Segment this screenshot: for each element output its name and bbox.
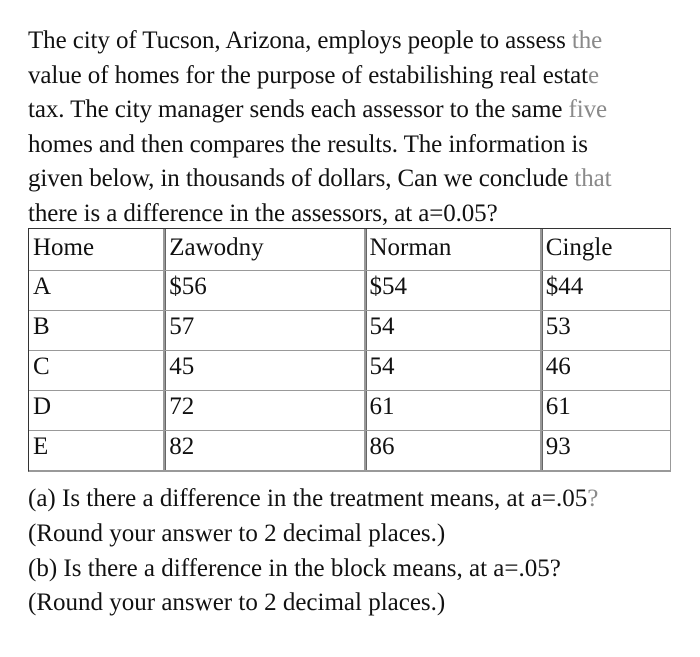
header-cell-home: Home (29, 229, 164, 271)
table-cell: 46 (541, 351, 671, 391)
problem-text-faded: e (588, 61, 600, 89)
problem-line (28, 93, 678, 128)
problem-text: homes and then compares the results. The information is (28, 130, 588, 158)
table-cell: $54 (365, 271, 541, 311)
table-cell: 86 (365, 431, 541, 471)
question-a-text: (a) Is there a difference in the treatment means, at a=.05 (28, 485, 588, 512)
problem-text: tax. The city manager sends each assessor to the same (28, 96, 569, 124)
problem-statement (28, 24, 678, 232)
header-cell-zawodny: Zawodny (164, 229, 364, 271)
table-cell: E (29, 431, 164, 471)
table-row (29, 311, 671, 351)
table-cell: D (29, 391, 164, 431)
problem-text-faded: that (574, 165, 612, 193)
problem-line (28, 59, 678, 94)
table-cell: 45 (164, 351, 364, 391)
problem-text-faded: five (568, 96, 607, 124)
table-cell: A (29, 271, 164, 311)
problem-line (28, 162, 678, 197)
table-cell: C (29, 351, 164, 391)
question-b-note: (Round your answer to 2 decimal places.) (28, 589, 446, 617)
table-row (29, 271, 671, 311)
problem-text-faded: the (571, 27, 603, 54)
problem-text: there is a difference in the assessors, at a=0.05? (28, 199, 498, 227)
table-cell: 72 (164, 391, 364, 431)
table-cell: 61 (541, 391, 671, 431)
problem-line (28, 128, 678, 163)
table-row (29, 431, 671, 471)
header-cell-cingle: Cingle (541, 229, 671, 271)
table-cell: 61 (365, 391, 541, 431)
problem-text: value of homes for the purpose of estabilishing real estat (28, 61, 589, 89)
table-row (29, 391, 671, 431)
table-cell: 82 (164, 431, 364, 471)
table-cell: 93 (541, 431, 671, 471)
question-a-note: (Round your answer to 2 decimal places.) (28, 519, 446, 547)
question-a-mark: ? (587, 485, 599, 512)
table-cell: 57 (164, 311, 364, 351)
questions-block (28, 482, 678, 621)
table-row (29, 351, 671, 391)
problem-line (28, 24, 678, 59)
table-cell: B (29, 311, 164, 351)
assessment-table (28, 228, 671, 472)
table-cell: 54 (365, 351, 541, 391)
problem-text: given below, in thousands of dollars, Can we conclude (28, 165, 575, 193)
problem-line (28, 197, 678, 232)
question-a (28, 482, 678, 517)
table-cell: $44 (541, 271, 671, 311)
header-cell-norman: Norman (365, 229, 541, 271)
table-cell: 53 (541, 311, 671, 351)
problem-text: The city of Tucson, Arizona, employs people to assess (28, 27, 572, 54)
table-header-row (29, 229, 671, 271)
question-b: (b) Is there a difference in the block means, at a=.05? (28, 554, 561, 582)
table-cell: 54 (365, 311, 541, 351)
table-cell: $56 (164, 271, 364, 311)
